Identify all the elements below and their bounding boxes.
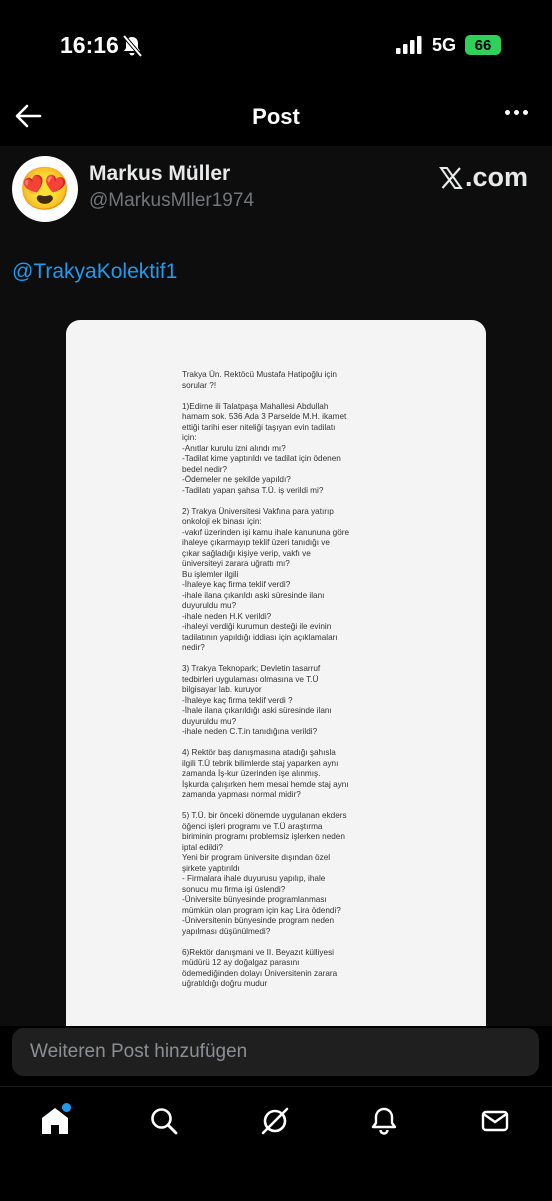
- status-bar: [0, 0, 552, 90]
- notification-dot: [62, 1103, 71, 1112]
- tab-messages[interactable]: [477, 1103, 513, 1139]
- more-options-icon[interactable]: [505, 110, 528, 115]
- tab-search[interactable]: [146, 1103, 182, 1139]
- reply-bar: [0, 1026, 552, 1086]
- brand-suffix: .com: [464, 162, 528, 192]
- bell-muted-icon: [121, 34, 143, 63]
- author-name[interactable]: Markus Müller: [89, 162, 231, 185]
- x-logo-icon: [439, 166, 463, 190]
- signal-icon: [396, 36, 422, 59]
- post-card: [0, 146, 552, 1026]
- x-brand: [439, 162, 528, 193]
- notifications-icon: [369, 1106, 399, 1136]
- tab-home[interactable]: [37, 1103, 73, 1139]
- network-type: 5G: [432, 35, 457, 55]
- mention-link[interactable]: @TrakyaKolektif1: [12, 260, 178, 283]
- top-nav: [0, 90, 552, 142]
- author-handle[interactable]: @MarkusMller1974: [89, 190, 255, 211]
- battery-level: 66: [474, 36, 492, 54]
- page-title: Post: [252, 104, 300, 129]
- document-text: Trakya Ün. Rektöcü Mustafa Hatipoğlu için sorular ?! 1)Edirne ili Talatpaşa Mahallesi Abdullah hamam sok. 536 Ada 3 Parselde M.H. ikamet ettiği tarihi eser niteliği taşıyan evin tadilatı için: -Anıtlar kurulu izni alındı mı? -Tadilat kime yaptırıldı ve tadilat için ödenen bedel nedir? -Ödemeler ne şekilde yapıldı? -Tadilatı yapan şahsa T.Ü. iş verildi mi? 2) Trakya Üniversitesi Vakfına para yatırıp onkoloji ek binası için: -vakıf üzerinden işi kamu ihale kanununa göre ihaleye çıkarmayıp teklif üzeri tanıdığı ve çıkar sağladığı kişiye verip, vakfı ve üniversiteyi zarara uğrattı mı? Bu işlemler ilgili -İhaleye kaç firma teklif verdi? -ihale ilana çıkarıldı aski süresinde ilanı duyuruldu mu? -ihale neden H.K verildi? -ihaleyi verdiği kurumun desteği ile evinin tadilatının yapıldığı iddiası için açıklamaları nedir? 3) Trakya Teknopark; Devletin tasarruf tedbirleri uygulaması olmasına ve T.Ü bilgisayar lab. kuruyor -İhaleye kaç firma teklif verdi ? -İhale ilana çıkarıldığı aski süresinde ilanı duyuruldu mu? -ihale neden C.T.in tanıdığına verildi? 4) Rektör baş danışmasına atadığı şahısla ilgili T.Ü tebrik bilimlerde staj yaparken aynı zamanda İş-kur üzerinden işe alınmış. İşkurda çalışırken hem mesai hemde staj aynı zamanda yapması normal midir? 5) T.Ü. bir önceki dönemde uygulanan ekders öğenci işleri programı ve T.Ü araştırma biriminin programı problemsiz işlerken neden iptal edildi? Yeni bir program üniversite dışından özel şirkete yaptırıldı - Firmalara ihale duyurusu yapılıp, ihale sonucu mu firma işi üslendi? -Üniversite bünyesinde programlanması mümkün olan program için kaç Lira ödendi? -Üniversitenin bünyesinde program neden yapılması düşünülmedi? 6)Rektör danışmani ve II. Beyazıt külliyesi müdürü 12 ay doğalgaz parasını ödemediğinden dolayı Üniversitenin zarara uğratıldığı doğru mudur: [182, 370, 350, 988]
- messages-icon: [480, 1106, 510, 1136]
- status-time: 16:16: [60, 32, 119, 58]
- battery-indicator: [465, 35, 501, 55]
- tab-notifications[interactable]: [366, 1103, 402, 1139]
- avatar[interactable]: [12, 156, 78, 222]
- search-icon: [149, 1106, 179, 1136]
- tab-grok[interactable]: [257, 1103, 293, 1139]
- bottom-tab-bar: [0, 1086, 552, 1201]
- reply-input[interactable]: [12, 1028, 539, 1076]
- grok-icon: [259, 1105, 291, 1137]
- attached-image[interactable]: [66, 320, 486, 1040]
- avatar-emoji: 😍: [18, 165, 72, 212]
